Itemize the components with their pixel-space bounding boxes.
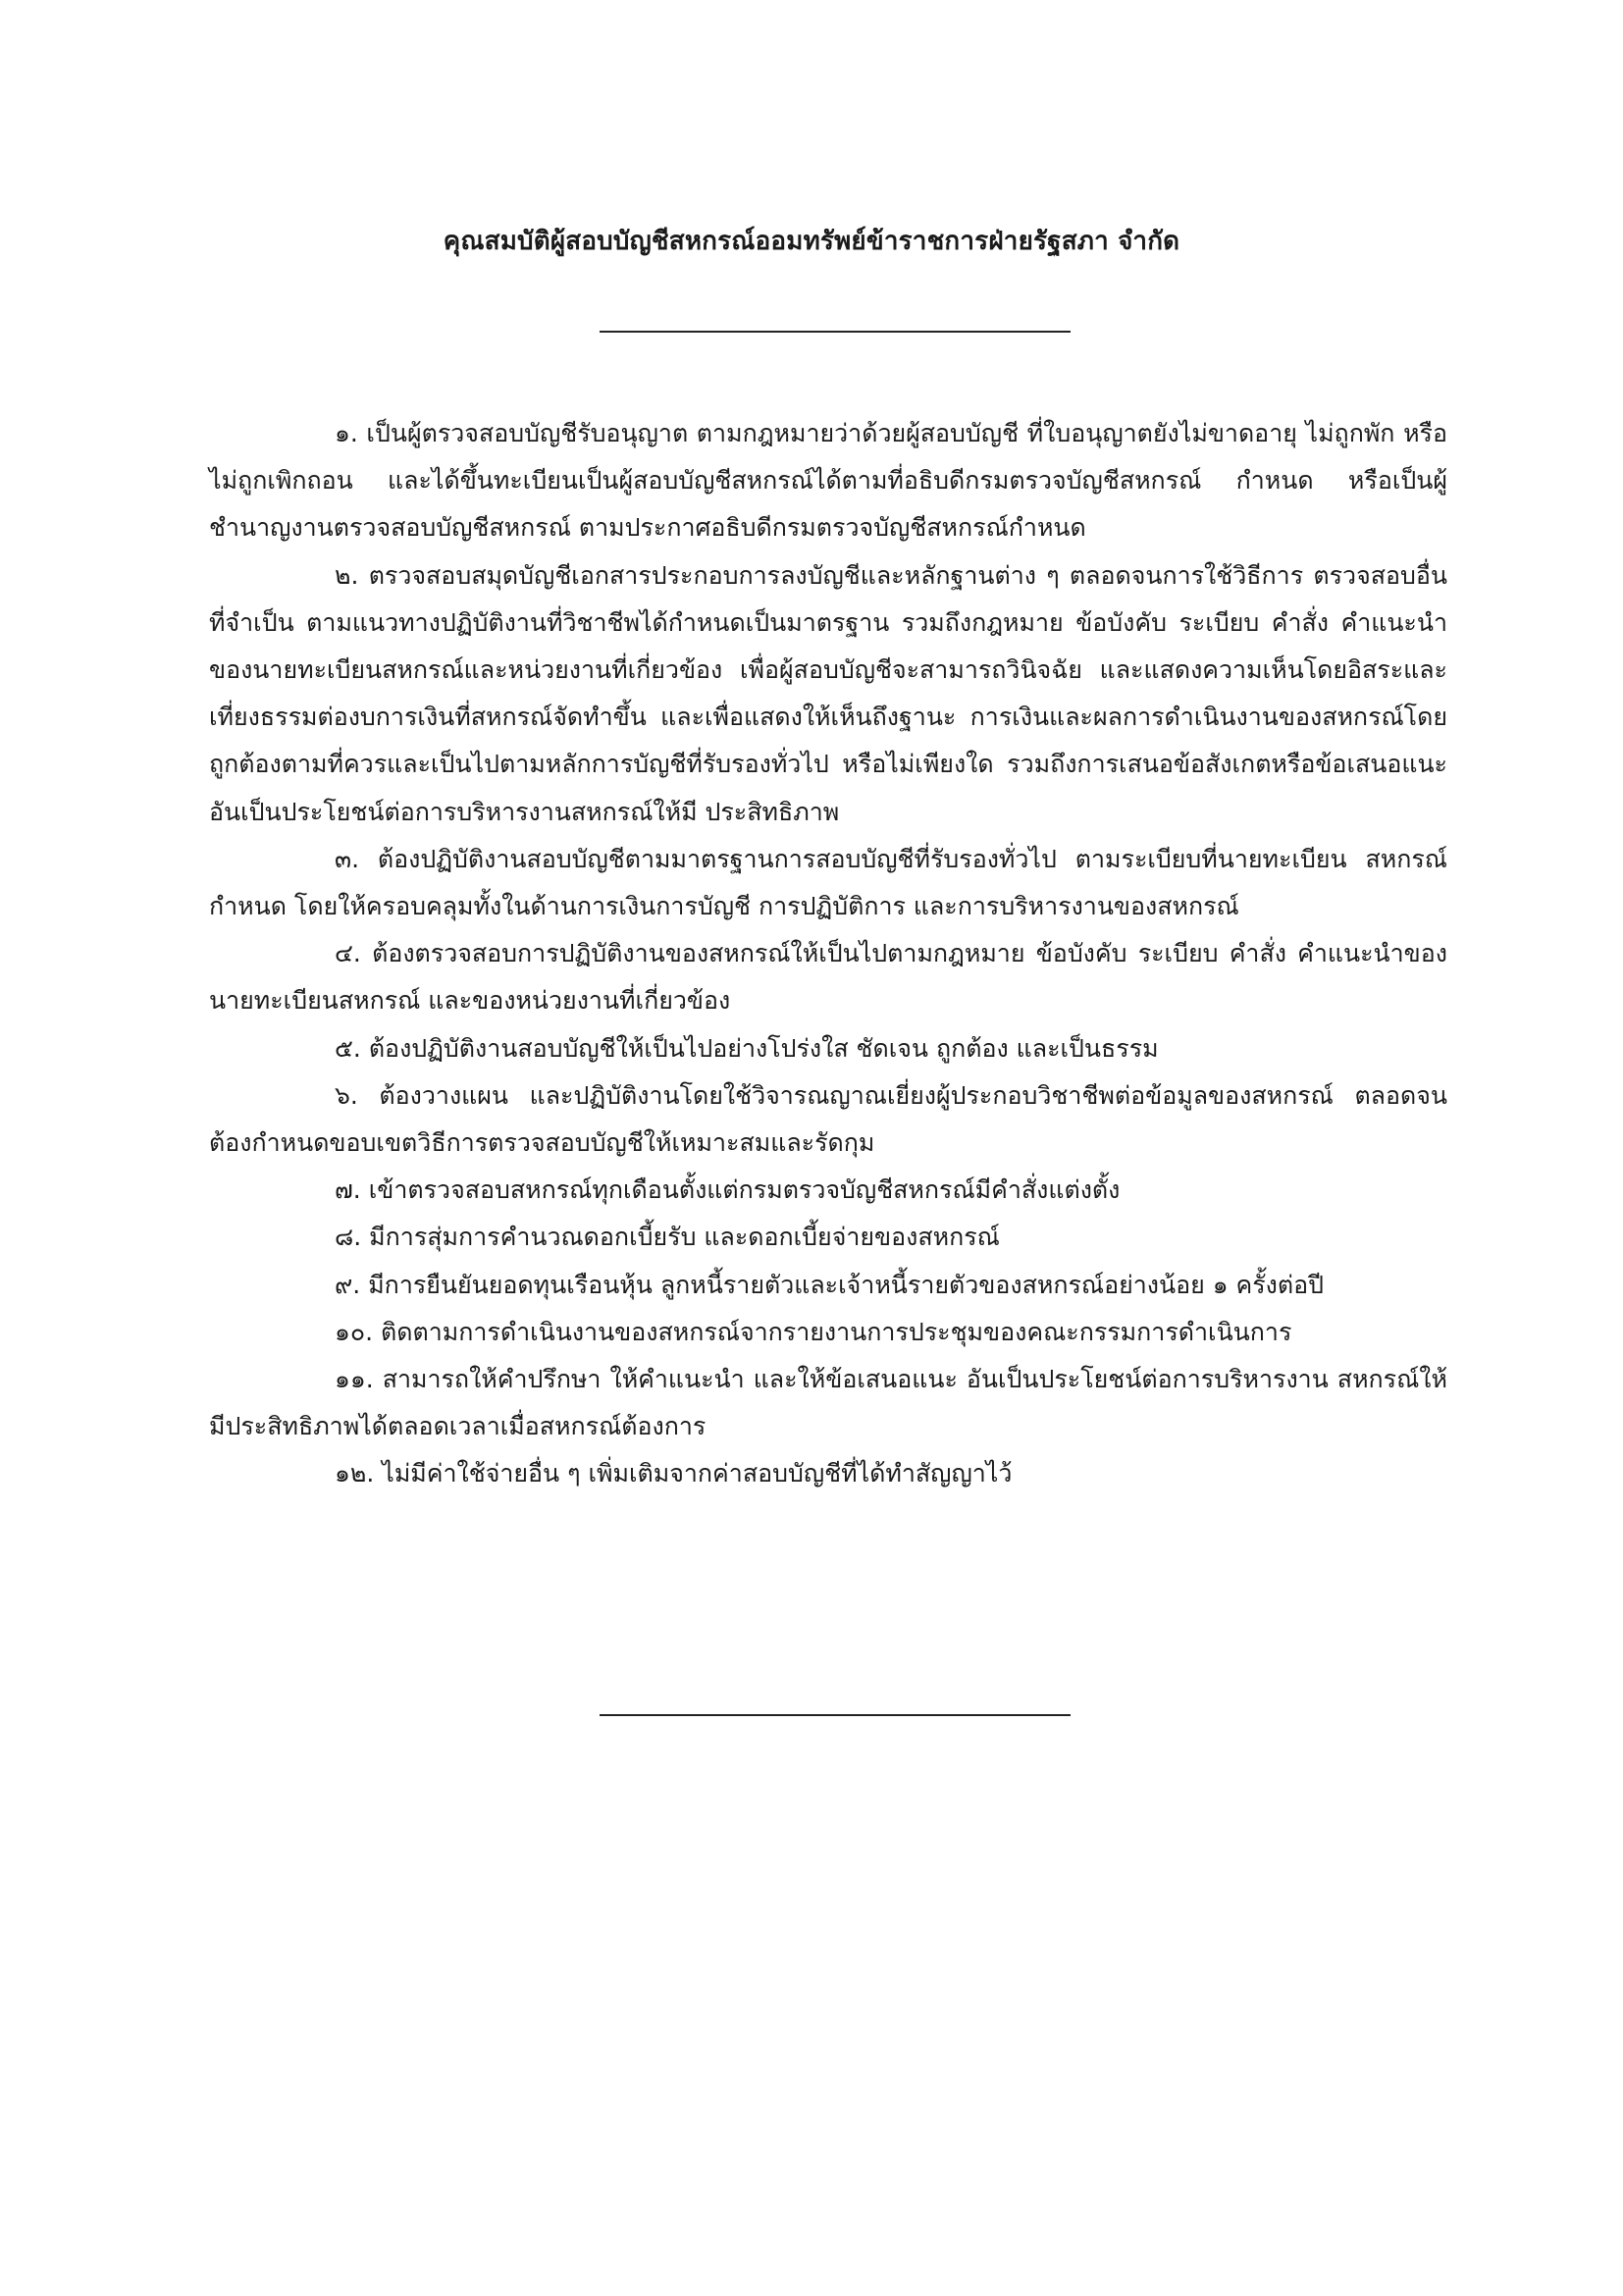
qualification-item-1: ๑. เป็นผู้ตรวจสอบบัญชีรับอนุญาต ตามกฎหมายว่าด้วยผู้สอบบัญชี ที่ใบอนุญาตยังไม่ขาดอายุ ไม่ถูกพัก หรือไม่ถูกเพิกถอน และได้ขึ้นทะเบียนเป็นผู้สอบบัญชีสหกรณ์ได้ตามที่อธิบดีกรมตรวจบัญชีสหกรณ์ กำหนด หรือเป็นผู้ชำนาญงานตรวจสอบบัญชีสหกรณ์ ตามประกาศอธิบดีกรมตรวจบัญชีสหกรณ์กำหนด [209,419,1447,543]
qualification-item-3: ๓. ต้องปฏิบัติงานสอบบัญชีตามมาตรฐานการสอบบัญชีที่รับรองทั่วไป ตามระเบียบที่นายทะเบียน สหกรณ์กำหนด โดยให้ครอบคลุมทั้งในด้านการเงินการบัญชี การปฏิบัติการ และการบริหารงานของสหกรณ์ [209,844,1447,921]
document-title: คุณสมบัติผู้สอบบัญชีสหกรณ์ออมทรัพย์ข้าราชการฝ่ายรัฐสภา จำกัด [443,227,1180,256]
qualification-item-11: ๑๑. สามารถให้คำปรึกษา ให้คำแนะนำ และให้ข้อเสนอแนะ อันเป็นประโยชน์ต่อการบริหารงาน สหกรณ์ให้มีประสิทธิภาพได้ตลอดเวลาเมื่อสหกรณ์ต้องการ [209,1365,1447,1441]
qualification-item-4: ๔. ต้องตรวจสอบการปฏิบัติงานของสหกรณ์ให้เป็นไปตามกฎหมาย ข้อบังคับ ระเบียบ คำสั่ง คำแนะนำของนายทะเบียนสหกรณ์ และของหน่วยงานที่เกี่ยวข้อง [209,939,1447,1016]
qualification-item-8: ๘. มีการสุ่มการคำนวณดอกเบี้ยรับ และดอกเบี้ยจ่ายของสหกรณ์ [335,1223,1000,1252]
title-divider [600,331,1071,333]
qualification-item-7: ๗. เข้าตรวจสอบสหกรณ์ทุกเดือนตั้งแต่กรมตรวจบัญชีสหกรณ์มีคำสั่งแต่งตั้ง [335,1175,1121,1205]
qualification-item-6: ๖. ต้องวางแผน และปฏิบัติงานโดยใช้วิจารณญาณเยี่ยงผู้ประกอบวิชาชีพต่อข้อมูลของสหกรณ์ ตลอดจนต้องกำหนดขอบเขตวิธีการตรวจสอบบัญชีให้เหมาะสมและรัดกุม [209,1080,1447,1158]
qualification-item-5: ๕. ต้องปฏิบัติงานสอบบัญชีให้เป็นไปอย่างโปร่งใส ชัดเจน ถูกต้อง และเป็นธรรม [335,1033,1159,1063]
qualification-item-2: ๒. ตรวจสอบสมุดบัญชีเอกสารประกอบการลงบัญชีและหลักฐานต่าง ๆ ตลอดจนการใช้วิธีการ ตรวจสอบอื่นที่จำเป็น ตามแนวทางปฏิบัติงานที่วิชาชีพได้กำหนดเป็นมาตรฐาน รวมถึงกฎหมาย ข้อบังคับ ระเบียบ คำสั่ง คำแนะนำของนายทะเบียนสหกรณ์และหน่วยงานที่เกี่ยวข้อง เพื่อผู้สอบบัญชีจะสามารถวินิจฉัย และแสดงความเห็นโดยอิสระและเที่ยงธรรมต่องบการเงินที่สหกรณ์จัดทำขึ้น และเพื่อแสดงให้เห็นถึงฐานะ การเงินและผลการดำเนินงานของสหกรณ์โดยถูกต้องตามที่ควรและเป็นไปตามหลักการบัญชีที่รับรองทั่วไป หรือไม่เพียงใด รวมถึงการเสนอข้อสังเกตหรือข้อเสนอแนะ อันเป็นประโยชน์ต่อการบริหารงานสหกรณ์ให้มี ประสิทธิภาพ [209,560,1447,826]
qualification-item-12: ๑๒. ไม่มีค่าใช้จ่ายอื่น ๆ เพิ่มเติมจากค่าสอบบัญชีที่ได้ทำสัญญาไว้ [335,1459,1013,1488]
qualification-item-10: ๑๐. ติดตามการดำเนินงานของสหกรณ์จากรายงานการประชุมของคณะกรรมการดำเนินการ [335,1317,1292,1346]
end-divider [600,1714,1071,1716]
qualification-list [209,410,1447,1498]
qualification-item-9: ๙. มีการยืนยันยอดทุนเรือนหุ้น ลูกหนี้รายตัวและเจ้าหนี้รายตัวของสหกรณ์อย่างน้อย ๑ ครั้งต่อปี [335,1270,1324,1299]
